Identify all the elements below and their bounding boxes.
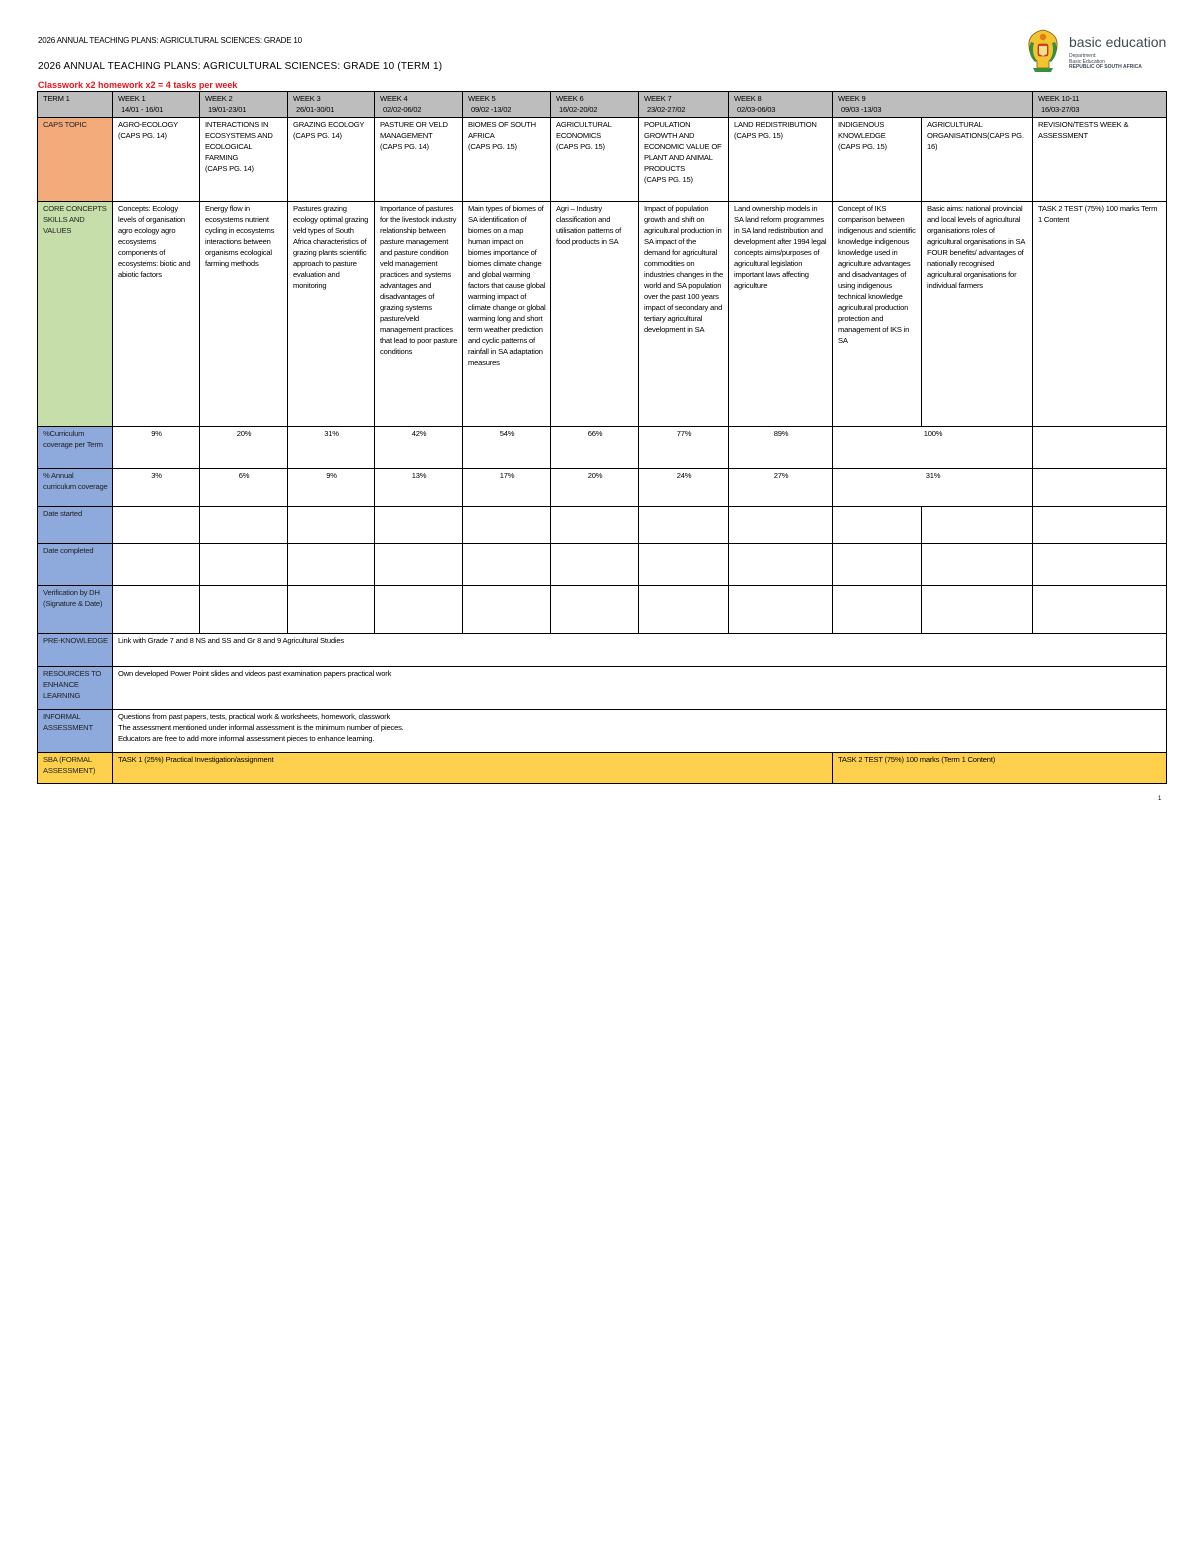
topic-name: GRAZING ECOLOGY (293, 120, 365, 129)
topic-ref: (CAPS PG. 15) (838, 142, 887, 151)
informal-line: The assessment mentioned under informal assessment is the minimum number of pieces. (118, 723, 404, 732)
week-dates: 16/03-27/03 (1041, 105, 1080, 114)
date-started-cell[interactable] (551, 507, 639, 544)
verification-cell[interactable] (922, 586, 1033, 634)
dept-line-3: REPUBLIC OF SOUTH AFRICA (1069, 64, 1142, 70)
week-header (375, 92, 463, 118)
week-title: WEEK 6 (556, 94, 584, 103)
topic-name: BIOMES OF SOUTH AFRICA (468, 120, 536, 140)
concepts-cell: Energy flow in ecosystems nutrient cycling in ecosystems interactions between organisms ecological farming methods (200, 202, 288, 427)
row-label-resources: RESOURCES TO ENHANCE LEARNING (38, 667, 113, 710)
annual-coverage-row (38, 469, 1167, 507)
dept-line-2: Basic Education (1069, 58, 1105, 65)
topic-name: INTERACTIONS IN ECOSYSTEMS AND ECOLOGICAL FARMING (205, 120, 273, 162)
date-started-cell[interactable] (463, 507, 551, 544)
topic-cell (729, 118, 833, 202)
sba-task-1: TASK 1 (25%) Practical Investigation/assignment (113, 753, 833, 784)
resources-row (38, 667, 1167, 710)
date-completed-cell[interactable] (922, 544, 1033, 586)
dept-line-1: Department: (1069, 53, 1097, 59)
row-label-date-completed: Date completed (38, 544, 113, 586)
verification-cell[interactable] (113, 586, 200, 634)
empty-cell (1033, 469, 1167, 507)
week-header (288, 92, 375, 118)
concepts-cell: Impact of population growth and shift on agricultural production in SA impact of the demand for agricultural commodities on industries changes in the world and SA population over the past 100 years impact of secondary and tertiary agricultural development in SA (639, 202, 729, 427)
topic-cell (639, 118, 729, 202)
topic-name: REVISION/TESTS WEEK & ASSESSMENT (1038, 120, 1129, 140)
date-started-cell[interactable] (1033, 507, 1167, 544)
annual-coverage-cell: 20% (551, 469, 639, 507)
running-header: 2026 ANNUAL TEACHING PLANS: AGRICULTURAL SCIENCES: GRADE 10 (38, 36, 302, 45)
date-completed-cell[interactable] (1033, 544, 1167, 586)
verification-cell[interactable] (729, 586, 833, 634)
date-completed-row (38, 544, 1167, 586)
annual-coverage-cell: 13% (375, 469, 463, 507)
concepts-cell: Main types of biomes of SA identification of biomes on a map human impact on biomes importance of biomes climate change and global warming factors that cause global warming impact of climate change or global warming long and short term weather prediction and cyclic patterns of rainfall in SA adaptation measures (463, 202, 551, 427)
topic-cell (463, 118, 551, 202)
week-dates: 02/02-06/02 (383, 105, 422, 114)
week-title: WEEK 4 (380, 94, 408, 103)
row-label-date-started: Date started (38, 507, 113, 544)
annual-coverage-cell: 3% (113, 469, 200, 507)
term-coverage-cell: 89% (729, 427, 833, 469)
topic-name: AGRICULTURAL ORGANISATIONS(CAPS PG. 16) (927, 120, 1024, 151)
topic-name: INDIGENOUS KNOWLEDGE (838, 120, 886, 140)
week-header (1033, 92, 1167, 118)
annual-coverage-cell: 9% (288, 469, 375, 507)
date-completed-cell[interactable] (200, 544, 288, 586)
verification-cell[interactable] (833, 586, 922, 634)
empty-cell (1033, 427, 1167, 469)
annual-teaching-plan-table (37, 91, 1167, 784)
term-coverage-cell: 20% (200, 427, 288, 469)
date-started-cell[interactable] (729, 507, 833, 544)
sba-task-2: TASK 2 TEST (75%) 100 marks (Term 1 Content) (833, 753, 1167, 784)
row-label-sba: SBA (FORMAL ASSESSMENT) (38, 753, 113, 784)
term-coverage-cell: 77% (639, 427, 729, 469)
term-coverage-cell: 31% (288, 427, 375, 469)
date-completed-cell[interactable] (551, 544, 639, 586)
week-dates: 19/01-23/01 (208, 105, 247, 114)
dept-lines (1069, 54, 1142, 71)
verification-cell[interactable] (639, 586, 729, 634)
term-coverage-cell: 66% (551, 427, 639, 469)
concepts-cell: Pastures grazing ecology optimal grazing veld types of South Africa characteristics of grazing plants scientific approach to pasture evaluation and monitoring (288, 202, 375, 427)
date-completed-cell[interactable] (463, 544, 551, 586)
topic-ref: (CAPS PG. 14) (293, 131, 342, 140)
dbe-logo (1025, 28, 1165, 78)
annual-coverage-cell: 24% (639, 469, 729, 507)
topic-ref: (CAPS PG. 15) (734, 131, 783, 140)
verification-row (38, 586, 1167, 634)
date-started-cell[interactable] (375, 507, 463, 544)
week-header-row (38, 92, 1167, 118)
informal-assessment-cell (113, 710, 1167, 753)
annual-coverage-cell: 27% (729, 469, 833, 507)
term-coverage-row (38, 427, 1167, 469)
verification-cell[interactable] (463, 586, 551, 634)
page-number: 1 (1158, 796, 1162, 802)
informal-line: Educators are free to add more informal assessment pieces to enhance learning. (118, 734, 375, 743)
verification-cell[interactable] (288, 586, 375, 634)
week-dates: 09/02 -13/02 (471, 105, 512, 114)
week-dates: 02/03-06/03 (737, 105, 776, 114)
date-started-cell[interactable] (288, 507, 375, 544)
topic-ref: (CAPS PG. 14) (205, 164, 254, 173)
pre-knowledge-cell: Link with Grade 7 and 8 NS and SS and Gr 8 and 9 Agricultural Studies (113, 634, 1167, 667)
verification-cell[interactable] (1033, 586, 1167, 634)
topic-ref: (CAPS PG. 15) (644, 175, 693, 184)
concepts-cell: TASK 2 TEST (75%) 100 marks Term 1 Content (1033, 202, 1167, 427)
date-completed-cell[interactable] (639, 544, 729, 586)
verification-cell[interactable] (551, 586, 639, 634)
caps-topic-row (38, 118, 1167, 202)
date-started-cell[interactable] (922, 507, 1033, 544)
concepts-cell: Importance of pastures for the livestock industry relationship between pasture management and pasture condition veld management practices and systems advantages and disadvantages of grazing systems pasture/veld management practices that lead to poor pasture conditions (375, 202, 463, 427)
week-title: WEEK 9 (838, 94, 866, 103)
topic-ref: (CAPS PG. 14) (380, 142, 429, 151)
row-label-informal: INFORMAL ASSESSMENT (38, 710, 113, 753)
term-coverage-cell: 9% (113, 427, 200, 469)
week-dates: 16/02-20/02 (559, 105, 598, 114)
annual-coverage-cell: 17% (463, 469, 551, 507)
week-header (551, 92, 639, 118)
week-header (729, 92, 833, 118)
verification-cell[interactable] (375, 586, 463, 634)
task-note: Classwork x2 homework x2 = 4 tasks per week (38, 80, 238, 90)
topic-cell (833, 118, 922, 202)
week-title: WEEK 5 (468, 94, 496, 103)
annual-coverage-cell: 31% (833, 469, 1033, 507)
concepts-cell: Concept of IKS comparison between indigenous and scientific knowledge indigenous knowledge used in agriculture advantages and disadvantages of using indigenous technical knowledge agricultural production protection and management of IKS in SA (833, 202, 922, 427)
row-label-term-coverage: %Curriculum coverage per Term (38, 427, 113, 469)
week-title: WEEK 7 (644, 94, 672, 103)
topic-name: AGRICULTURAL ECONOMICS (556, 120, 612, 140)
pre-knowledge-row (38, 634, 1167, 667)
topic-ref: (CAPS PG. 14) (118, 131, 167, 140)
page-title: 2026 ANNUAL TEACHING PLANS: AGRICULTURAL SCIENCES: GRADE 10 (TERM 1) (38, 61, 443, 72)
week-header (113, 92, 200, 118)
verification-cell[interactable] (200, 586, 288, 634)
row-label-pre-knowledge: PRE-KNOWLEDGE (38, 634, 113, 667)
concepts-cell: Land ownership models in SA land reform programmes in SA land redistribution and development after 1994 legal concepts aims/purposes of agricultural legislation important laws affecting agriculture (729, 202, 833, 427)
week-header (200, 92, 288, 118)
term-coverage-cell: 100% (833, 427, 1033, 469)
row-label-annual-coverage: % Annual curriculum coverage (38, 469, 113, 507)
annual-coverage-cell: 6% (200, 469, 288, 507)
date-completed-cell[interactable] (833, 544, 922, 586)
topic-name: PASTURE OR VELD MANAGEMENT (380, 120, 448, 140)
concepts-cell: Agri – Industry classification and utilisation patterns of food products in SA (551, 202, 639, 427)
topic-ref: (CAPS PG. 15) (556, 142, 605, 151)
week-header (639, 92, 729, 118)
term-label: TERM 1 (38, 92, 113, 118)
week-title: WEEK 3 (293, 94, 321, 103)
week-dates: 14/01 - 16/01 (121, 105, 164, 114)
coat-of-arms-icon (1025, 28, 1061, 74)
week-dates: 23/02-27/02 (647, 105, 686, 114)
sba-row (38, 753, 1167, 784)
week-dates: 09/03 -13/03 (841, 105, 882, 114)
row-label-verification: Verification by DH (Signature & Date) (38, 586, 113, 634)
week-header (833, 92, 1033, 118)
informal-assessment-row (38, 710, 1167, 753)
date-started-row (38, 507, 1167, 544)
row-label-core-concepts: CORE CONCEPTS SKILLS AND VALUES (38, 202, 113, 427)
week-title: WEEK 8 (734, 94, 762, 103)
date-completed-cell[interactable] (288, 544, 375, 586)
date-completed-cell[interactable] (375, 544, 463, 586)
topic-name: POPULATION GROWTH AND ECONOMIC VALUE OF PLANT AND ANIMAL PRODUCTS (644, 120, 722, 173)
topic-cell (375, 118, 463, 202)
term-coverage-cell: 54% (463, 427, 551, 469)
date-completed-cell[interactable] (113, 544, 200, 586)
informal-line: Questions from past papers, tests, practical work & worksheets, homework, classwork (118, 712, 391, 721)
concepts-cell: Concepts: Ecology levels of organisation agro ecology agro ecosystems components of ecosystems: biotic and abiotic factors (113, 202, 200, 427)
topic-name: AGRO-ECOLOGY (118, 120, 179, 129)
topic-name: LAND REDISTRIBUTION (734, 120, 817, 129)
row-label-caps-topic: CAPS TOPIC (38, 118, 113, 202)
date-started-cell[interactable] (833, 507, 922, 544)
date-started-cell[interactable] (639, 507, 729, 544)
brand-name: basic education (1069, 34, 1167, 50)
topic-cell (288, 118, 375, 202)
core-concepts-row (38, 202, 1167, 427)
topic-cell (551, 118, 639, 202)
concepts-cell: Basic aims: national provincial and local levels of agricultural organisations roles of agricultural organisations in SA FOUR benefits/ advantages of nationally recognised agricultural organisations for individual farmers (922, 202, 1033, 427)
topic-cell (113, 118, 200, 202)
topic-cell (200, 118, 288, 202)
date-completed-cell[interactable] (729, 544, 833, 586)
resources-cell: Own developed Power Point slides and videos past examination papers practical work (113, 667, 1167, 710)
week-title: WEEK 10-11 (1038, 94, 1080, 103)
week-title: WEEK 2 (205, 94, 233, 103)
date-started-cell[interactable] (113, 507, 200, 544)
topic-ref: (CAPS PG. 15) (468, 142, 517, 151)
topic-cell (922, 118, 1033, 202)
topic-cell (1033, 118, 1167, 202)
term-coverage-cell: 42% (375, 427, 463, 469)
date-started-cell[interactable] (200, 507, 288, 544)
week-header (463, 92, 551, 118)
week-dates: 26/01-30/01 (296, 105, 335, 114)
week-title: WEEK 1 (118, 94, 146, 103)
